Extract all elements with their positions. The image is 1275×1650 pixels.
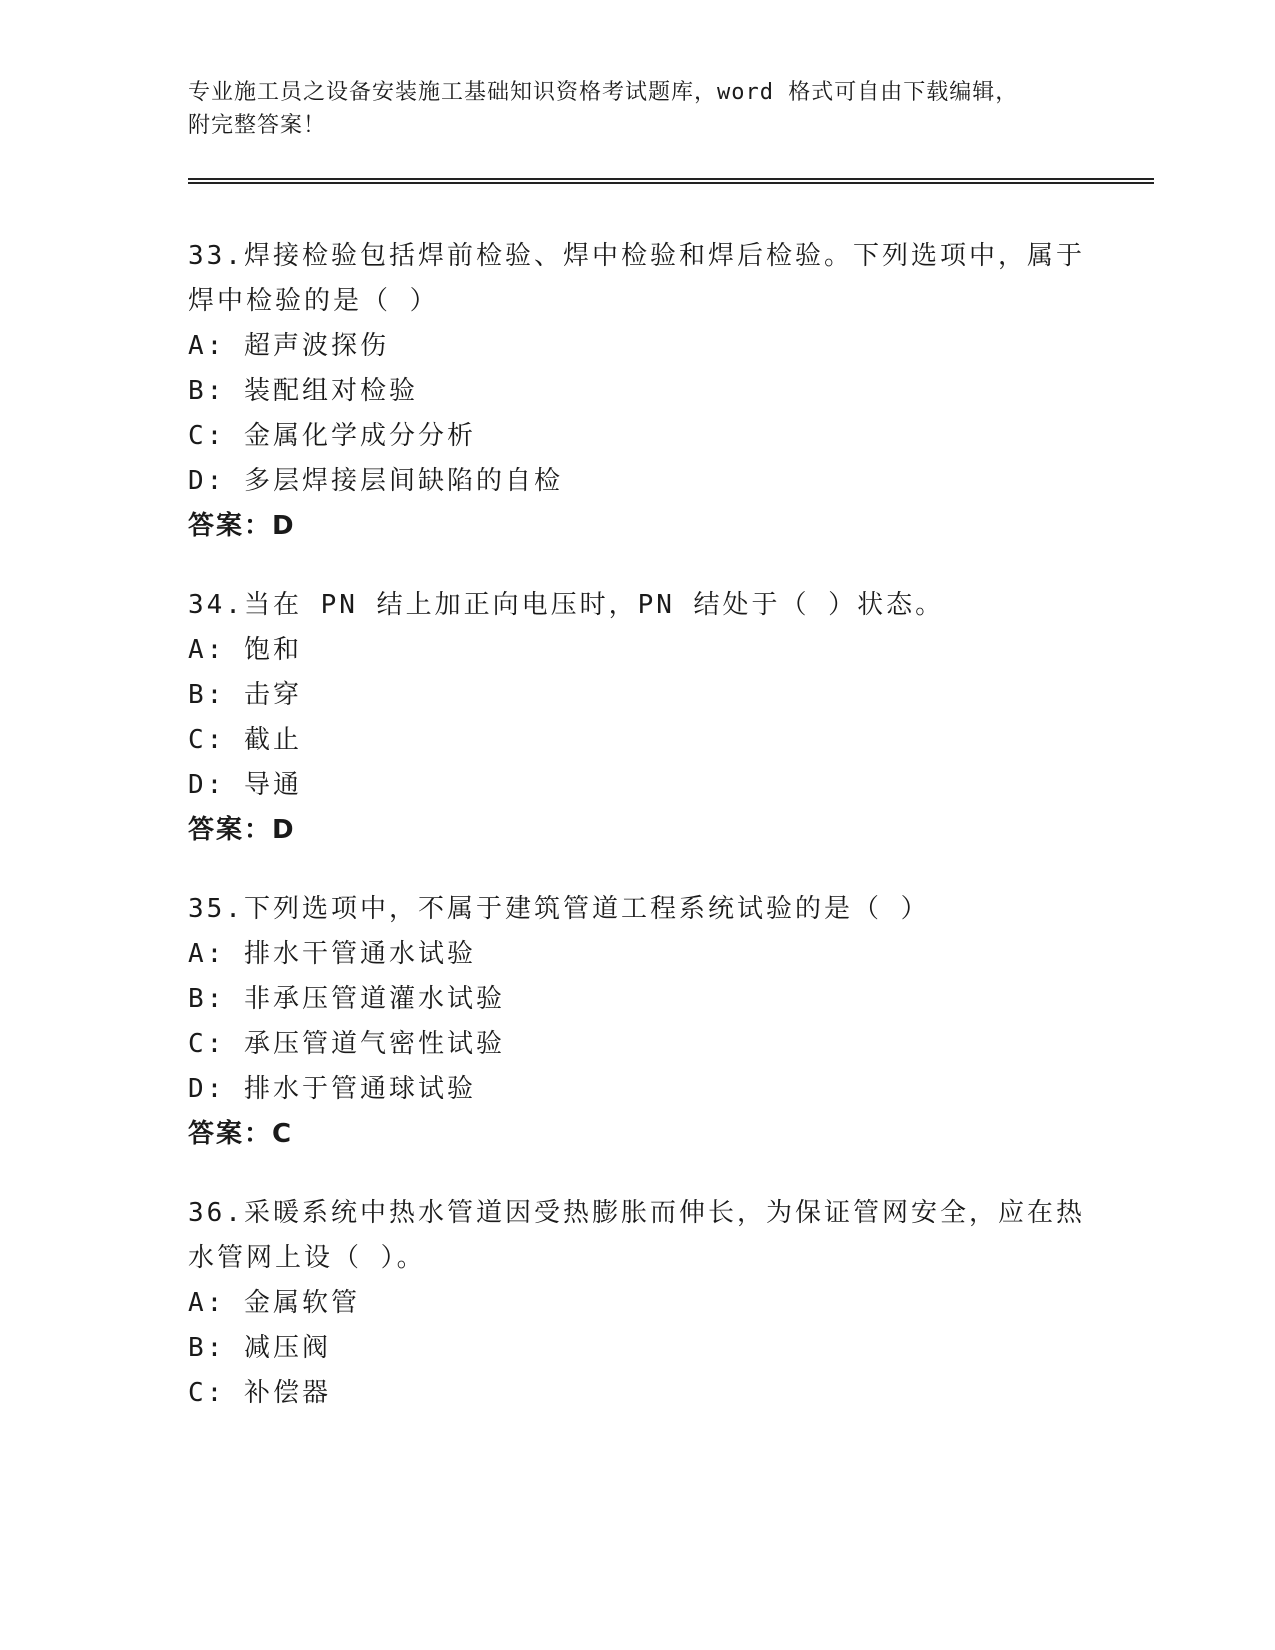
answer-label: 答案：D [188,815,296,845]
question-stem-line: 焊中检验的是（ ） [188,286,439,316]
option-d: D: 导通 [188,770,302,800]
option-a: A: 金属软管 [188,1288,360,1318]
option-b: B: 击穿 [188,680,302,710]
option-d: D: 排水于管通球试验 [188,1074,476,1104]
option-c: C: 截止 [188,725,302,755]
option-b: B: 非承压管道灌水试验 [188,984,505,1014]
option-b: B: 装配组对检验 [188,376,418,406]
header-line-1: 专业施工员之设备安装施工基础知识资格考试题库，word 格式可自由下载编辑， [188,80,1019,105]
question-stem-line: 34.当在 PN 结上加正向电压时，PN 结处于（ ）状态。 [188,590,945,620]
question-list [188,234,1088,1450]
header-divider [188,178,1154,184]
option-a: A: 饱和 [188,635,302,665]
answer-label: 答案：C [188,1119,294,1149]
question-36 [188,1191,1088,1416]
option-c: C: 补偿器 [188,1378,331,1408]
question-35 [188,887,1088,1157]
question-33 [188,234,1088,549]
answer-label: 答案：D [188,511,296,541]
option-b: B: 减压阀 [188,1333,331,1363]
option-a: A: 超声波探伤 [188,331,389,361]
question-stem-line: 35.下列选项中，不属于建筑管道工程系统试验的是（ ） [188,894,930,924]
option-d: D: 多层焊接层间缺陷的自检 [188,466,563,496]
option-c: C: 金属化学成分分析 [188,421,476,451]
document-header [188,76,1088,142]
option-a: A: 排水干管通水试验 [188,939,476,969]
option-c: C: 承压管道气密性试验 [188,1029,505,1059]
question-stem-line: 水管网上设（ ）。 [188,1243,426,1273]
question-34 [188,583,1088,853]
header-line-2: 附完整答案！ [188,113,327,138]
question-stem-line: 36.采暖系统中热水管道因受热膨胀而伸长，为保证管网安全，应在热 [188,1198,1085,1228]
question-stem-line: 33.焊接检验包括焊前检验、焊中检验和焊后检验。下列选项中，属于 [188,241,1085,271]
